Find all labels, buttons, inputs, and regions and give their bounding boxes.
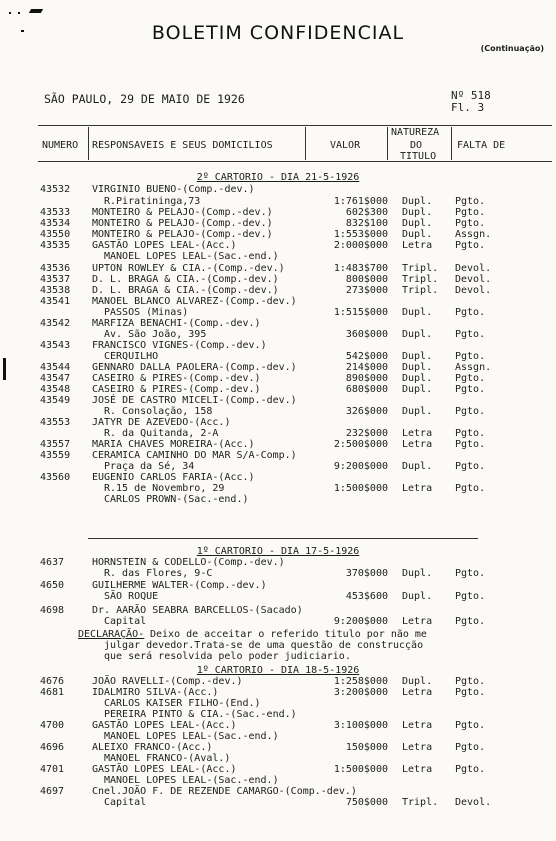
record-value: 602$300 — [345, 207, 388, 218]
record-value: 326$000 — [345, 406, 388, 417]
missing-reason: Assgn. — [455, 229, 492, 240]
table-row — [0, 616, 556, 627]
record-number: 4676 — [40, 676, 65, 687]
record-number: 43536 — [40, 263, 71, 274]
table-row — [0, 676, 556, 687]
record-number: 4698 — [40, 605, 65, 616]
missing-reason: Pgto. — [455, 676, 486, 687]
title-nature: Letra — [402, 764, 433, 775]
record-value: 800$000 — [345, 274, 388, 285]
responsible-name: MONTEIRO & PELAJO-(Comp.-dev.) — [92, 207, 273, 218]
missing-reason: Pgto. — [455, 720, 486, 731]
record-number: 43553 — [40, 417, 71, 428]
table-row — [0, 568, 556, 579]
section-heading-text: 1º CARTORIO - DIA 18-5-1926 — [196, 665, 360, 676]
section-heading — [0, 172, 556, 183]
missing-reason: Pgto. — [455, 616, 486, 627]
table-row — [0, 709, 556, 720]
record-number: 4696 — [40, 742, 65, 753]
record-value: 680$000 — [345, 384, 388, 395]
responsible-name: Cnel.JOÃO F. DE REZENDE CAMARGO-(Comp.-dev.) — [92, 786, 357, 797]
responsible-name: GUILHERME WALTER-(Comp.-dev.) — [92, 580, 267, 591]
record-value: 232$000 — [345, 428, 388, 439]
title-nature: Letra — [402, 428, 433, 439]
responsible-name: MANOEL BLANCO ALVAREZ-(Comp.-dev.) — [92, 296, 297, 307]
document-title: BOLETIM CONFIDENCIAL — [151, 22, 405, 44]
title-nature: Letra — [402, 616, 433, 627]
col-divider — [305, 127, 306, 160]
title-nature: Dupl. — [402, 351, 433, 362]
title-nature: Letra — [402, 483, 433, 494]
table-row — [0, 786, 556, 797]
responsible-name: MONTEIRO & PELAJO-(Comp.-dev.) — [92, 218, 273, 229]
table-row — [0, 251, 556, 262]
title-nature: Dupl. — [402, 362, 433, 373]
missing-reason: Assgn. — [455, 362, 492, 373]
responsible-name: D. L. BRAGA & CIA.-(Comp.-dev.) — [92, 285, 279, 296]
missing-reason: Pgto. — [455, 351, 486, 362]
missing-reason: Pgto. — [455, 439, 486, 450]
scan-mark — [18, 12, 20, 14]
table-row — [0, 428, 556, 439]
responsible-name: JATYR DE AZEVEDO-(Acc.) — [92, 417, 231, 428]
responsible-name: PASSOS (Minas) — [104, 307, 189, 318]
table-row — [0, 591, 556, 602]
responsible-name: MANOEL LOPES LEAL-(Sac.-end.) — [104, 731, 279, 742]
responsible-name: GASTÃO LOPES LEAL-(Acc.) — [92, 240, 237, 251]
record-number: 43548 — [40, 384, 71, 395]
table-row — [0, 207, 556, 218]
responsible-name: CERAMICA CAMINHO DO MAR S/A-Comp.) — [92, 450, 297, 461]
record-value: 890$000 — [345, 373, 388, 384]
title-nature: Letra — [402, 240, 433, 251]
record-value: 150$000 — [345, 742, 388, 753]
missing-reason: Pgto. — [455, 742, 486, 753]
responsible-name: JOSÉ DE CASTRO MICELI-(Comp.-dev.) — [92, 395, 297, 406]
col-header-responsaveis: RESPONSAVEIS E SEUS DOMICILIOS — [92, 140, 273, 151]
record-value: 453$600 — [345, 591, 388, 602]
responsible-name: Capital — [104, 616, 147, 627]
responsible-name: CASEIRO & PIRES-(Comp.-dev.) — [92, 373, 261, 384]
table-row — [0, 753, 556, 764]
declaration-line-1: Deixo de acceitar o referido titulo por não me — [150, 629, 427, 640]
record-number: 43538 — [40, 285, 71, 296]
record-number: 43541 — [40, 296, 71, 307]
col-divider — [88, 127, 89, 160]
record-number: 43532 — [40, 184, 71, 195]
record-number: 43534 — [40, 218, 71, 229]
table-row — [0, 184, 556, 195]
table-row — [0, 557, 556, 568]
title-nature: Dupl. — [402, 591, 433, 602]
missing-reason: Pgto. — [455, 384, 486, 395]
record-value: 1:500$000 — [333, 764, 388, 775]
record-number: 4701 — [40, 764, 65, 775]
table-row — [0, 731, 556, 742]
record-value: 1:483$700 — [333, 263, 388, 274]
col-header-natureza-3: TITULO — [400, 151, 437, 162]
declaration-line-2: julgar devedor.Trata-se de uma questão de construcção — [104, 640, 424, 651]
col-header-numero: NUMERO — [42, 140, 79, 151]
responsible-name: Capital — [104, 797, 147, 808]
declaration — [0, 640, 556, 651]
responsible-name: SÃO ROQUE — [104, 591, 159, 602]
record-number: 43537 — [40, 274, 71, 285]
section-heading-text: 2º CARTORIO - DIA 21-5-1926 — [196, 172, 360, 183]
record-number: 4681 — [40, 687, 65, 698]
title-nature: Dupl. — [402, 218, 433, 229]
scan-mark — [9, 12, 11, 14]
table-row — [0, 395, 556, 406]
declaration — [0, 651, 556, 662]
missing-reason: Pgto. — [455, 406, 486, 417]
record-value: 360$000 — [345, 329, 388, 340]
section-separator — [88, 538, 478, 539]
responsible-name: R.15 de Novembro, 29 — [104, 483, 225, 494]
record-number: 43542 — [40, 318, 71, 329]
title-nature: Tripl. — [402, 274, 439, 285]
title-nature: Tripl. — [402, 285, 439, 296]
record-number: 43547 — [40, 373, 71, 384]
missing-reason: Pgto. — [455, 428, 486, 439]
title-nature: Tripl. — [402, 263, 439, 274]
doc-number: Nº 518 — [451, 89, 491, 102]
missing-reason: Pgto. — [455, 218, 486, 229]
table-row — [0, 461, 556, 472]
responsible-name: CARLOS PROWN-(Sac.-end.) — [104, 494, 249, 505]
record-number: 43550 — [40, 229, 71, 240]
table-row — [0, 580, 556, 591]
col-divider — [451, 127, 452, 160]
table-row — [0, 196, 556, 207]
table-row — [0, 483, 556, 494]
section-heading — [0, 546, 556, 557]
title-nature: Dupl. — [402, 384, 433, 395]
table-row — [0, 417, 556, 428]
missing-reason: Devol. — [455, 263, 492, 274]
city-date: SÃO PAULO, 29 DE MAIO DE 1926 — [44, 92, 245, 106]
record-number: 4697 — [40, 786, 65, 797]
responsible-name: IDALMIRO SILVA-(Acc.) — [92, 687, 219, 698]
missing-reason: Pgto. — [455, 483, 486, 494]
missing-reason: Pgto. — [455, 764, 486, 775]
responsible-name: MANOEL LOPES LEAL-(Sac.-end.) — [104, 775, 279, 786]
responsible-name: MARFIZA BENACHI-(Comp.-dev.) — [92, 318, 261, 329]
table-row — [0, 439, 556, 450]
record-value: 2:000$000 — [333, 240, 388, 251]
col-divider — [387, 127, 388, 160]
missing-reason: Pgto. — [455, 240, 486, 251]
record-value: 214$000 — [345, 362, 388, 373]
responsible-name: Praça da Sé, 34 — [104, 461, 195, 472]
record-number: 43533 — [40, 207, 71, 218]
table-row — [0, 384, 556, 395]
record-value: 1:258$000 — [333, 676, 388, 687]
record-number: 43549 — [40, 395, 71, 406]
record-value: 1:515$000 — [333, 307, 388, 318]
title-nature: Dupl. — [402, 406, 433, 417]
missing-reason: Devol. — [455, 797, 492, 808]
title-nature: Dupl. — [402, 568, 433, 579]
header-top-rule — [38, 125, 552, 126]
record-value: 1:553$000 — [333, 229, 388, 240]
table-row — [0, 698, 556, 709]
responsible-name: CARLOS KAISER FILHO-(End.) — [104, 698, 261, 709]
record-number: 43560 — [40, 472, 71, 483]
responsible-name: D. L. BRAGA & CIA.-(Comp.-dev.) — [92, 274, 279, 285]
col-header-natureza-1: NATUREZA — [391, 127, 440, 138]
col-header-valor: VALOR — [330, 140, 361, 151]
responsible-name: PEREIRA PINTO & CIA.-(Sac.-end.) — [104, 709, 297, 720]
table-row — [0, 450, 556, 461]
title-nature: Dupl. — [402, 373, 433, 384]
declaration-line-3: que será resolvida pelo poder judiciario. — [104, 651, 351, 662]
table-row — [0, 406, 556, 417]
responsible-name: R. Consolação, 158 — [104, 406, 213, 417]
sheet-number: Fl. 3 — [451, 101, 485, 114]
title-nature: Dupl. — [402, 196, 433, 207]
declaration-label: DECLARAÇÃO- — [78, 629, 145, 640]
table-row — [0, 240, 556, 251]
table-row — [0, 351, 556, 362]
document-number — [451, 90, 491, 114]
record-value: 1:761$000 — [333, 196, 388, 207]
col-header-natureza-2: DO — [410, 140, 423, 151]
table-row — [0, 274, 556, 285]
table-row — [0, 373, 556, 384]
table-row — [0, 218, 556, 229]
title-nature: Dupl. — [402, 229, 433, 240]
responsible-name: Dr. AARÃO SEABRA BARCELLOS-(Sacado) — [92, 605, 303, 616]
responsible-name: MANOEL LOPES LEAL-(Sac.-end.) — [104, 251, 279, 262]
responsible-name: MANOEL FRANCO-(Aval.) — [104, 753, 231, 764]
title-nature: Dupl. — [402, 207, 433, 218]
responsible-name: GASTÃO LOPES LEAL-(Acc.) — [92, 720, 237, 731]
responsible-name: GASTÃO LOPES LEAL-(Acc.) — [92, 764, 237, 775]
title-nature: Letra — [402, 687, 433, 698]
missing-reason: Pgto. — [455, 307, 486, 318]
responsible-name: MONTEIRO & PELAJO-(Comp.-dev.) — [92, 229, 273, 240]
missing-reason: Pgto. — [455, 687, 486, 698]
record-value: 832$100 — [345, 218, 388, 229]
declaration — [0, 629, 556, 640]
title-nature: Dupl. — [402, 329, 433, 340]
title-nature: Dupl. — [402, 676, 433, 687]
table-row — [0, 797, 556, 808]
record-value: 750$000 — [345, 797, 388, 808]
table-row — [0, 472, 556, 483]
missing-reason: Pgto. — [455, 373, 486, 384]
table-row — [0, 775, 556, 786]
section-heading-text: 1º CARTORIO - DIA 17-5-1926 — [196, 546, 360, 557]
responsible-name: R. da Quitanda, 2-A — [104, 428, 219, 439]
missing-reason: Pgto. — [455, 461, 486, 472]
record-value: 9:200$000 — [333, 616, 388, 627]
title-nature: Dupl. — [402, 307, 433, 318]
record-value: 2:500$000 — [333, 439, 388, 450]
responsible-name: Av. São João, 395 — [104, 329, 207, 340]
scan-mark — [29, 9, 43, 13]
table-row — [0, 605, 556, 616]
record-number: 4650 — [40, 580, 65, 591]
responsible-name: R.Piratininga,73 — [104, 196, 201, 207]
title-nature: Letra — [402, 742, 433, 753]
missing-reason: Pgto. — [455, 568, 486, 579]
record-value: 273$000 — [345, 285, 388, 296]
table-row — [0, 720, 556, 731]
record-value: 370$000 — [345, 568, 388, 579]
header-bottom-rule — [38, 161, 552, 162]
responsible-name: GENNARO DALLA PAOLERA-(Comp.-dev.) — [92, 362, 297, 373]
missing-reason: Devol. — [455, 274, 492, 285]
record-number: 43543 — [40, 340, 71, 351]
record-value: 3:100$000 — [333, 720, 388, 731]
table-row — [0, 362, 556, 373]
record-value: 542$000 — [345, 351, 388, 362]
record-number: 4700 — [40, 720, 65, 731]
table-row — [0, 285, 556, 296]
responsible-name: MARIA CHAVES MOREIRA-(Acc.) — [92, 439, 255, 450]
col-header-falta: FALTA DE — [457, 140, 506, 151]
missing-reason: Pgto. — [455, 207, 486, 218]
responsible-name: CERQUILHO — [104, 351, 159, 362]
record-value: 3:200$000 — [333, 687, 388, 698]
continuation-label: (Continuação) — [480, 44, 544, 53]
table-row — [0, 307, 556, 318]
table-row — [0, 329, 556, 340]
table-row — [0, 687, 556, 698]
responsible-name: VIRGINIO BUENO-(Comp.-dev.) — [92, 184, 255, 195]
missing-reason: Pgto. — [455, 591, 486, 602]
record-number: 43544 — [40, 362, 71, 373]
table-row — [0, 764, 556, 775]
record-value: 9:200$000 — [333, 461, 388, 472]
record-value: 1:500$000 — [333, 483, 388, 494]
title-nature: Tripl. — [402, 797, 439, 808]
responsible-name: HORNSTEIN & CODELLO-(Comp.-dev.) — [92, 557, 285, 568]
record-number: 43535 — [40, 240, 71, 251]
title-nature: Letra — [402, 720, 433, 731]
table-row — [0, 494, 556, 505]
responsible-name: CASEIRO & PIRES-(Comp.-dev.) — [92, 384, 261, 395]
table-row — [0, 229, 556, 240]
record-number: 4637 — [40, 557, 65, 568]
table-row — [0, 318, 556, 329]
table-row — [0, 340, 556, 351]
title-nature: Letra — [402, 439, 433, 450]
record-number: 43557 — [40, 439, 71, 450]
responsible-name: ALEIXO FRANCO-(Acc.) — [92, 742, 213, 753]
section-heading — [0, 665, 556, 676]
table-row — [0, 263, 556, 274]
missing-reason: Pgto. — [455, 329, 486, 340]
table-row — [0, 742, 556, 753]
table-row — [0, 296, 556, 307]
missing-reason: Pgto. — [455, 196, 486, 207]
missing-reason: Devol. — [455, 285, 492, 296]
responsible-name: FRANCISCO VIGNES-(Comp.-dev.) — [92, 340, 267, 351]
responsible-name: EUGENIO CARLOS FARIA-(Acc.) — [92, 472, 255, 483]
responsible-name: R. das Flores, 9-C — [104, 568, 213, 579]
record-number: 43559 — [40, 450, 71, 461]
title-nature: Dupl. — [402, 461, 433, 472]
responsible-name: UPTON ROWLEY & CIA.-(Comp.-dev.) — [92, 263, 285, 274]
responsible-name: JOÃO RAVELLI-(Comp.-dev.) — [92, 676, 243, 687]
